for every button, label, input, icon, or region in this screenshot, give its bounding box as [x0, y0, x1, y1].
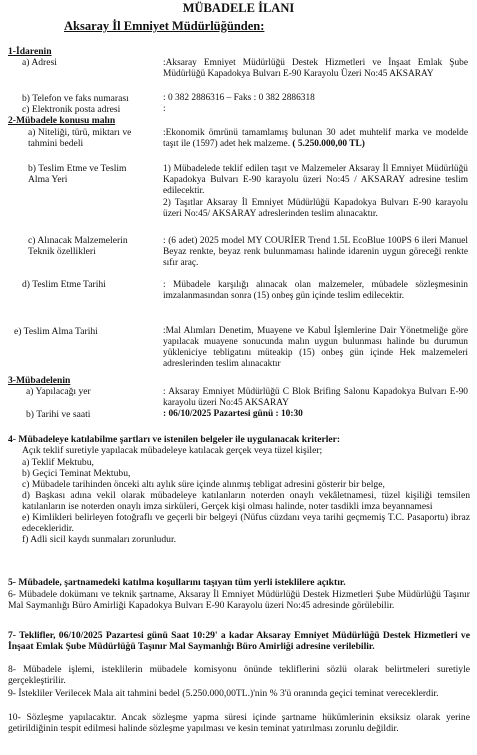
datetime-value: : 06/10/2025 Pazartesi günü : 10:30: [163, 409, 303, 419]
receipt-date-value: :Mal Alımları Denetim, Muayene ve Kabul İşlemlerine Dair Yönetmeliğe göre yapılacak muayene sonucunda malın uygun bulunması halinde bu durumun yükleniciye tebligatını müteakip (15) onbeş gün içinde Hek malzemeleri adreslerinden teslim alınacaktır: [163, 326, 468, 369]
technical-specs-value: : (6 adet) 2025 model MY COURİER Trend 1.5L EcoBlue 100PS 6 ileri Manuel Beyaz renkte, beyaz renk bulunmaması halinde idarenin uygun göreceği renkte sıfır araç.: [163, 236, 468, 268]
venue-label: a) Yapılacağı yer: [26, 386, 91, 397]
section-1-heading: 1-İdarenin: [8, 46, 52, 57]
address-value: :Aksaray Emniyet Müdürlüğü Destek Hizmetleri ve İnşaat Emlak Şube Müdürlüğü Kapadokya Bulvarı E-90 Karayolu Üzeri No:45 AKSARAY: [163, 58, 468, 79]
requirements-list: [22, 457, 470, 545]
quantity-value: [163, 128, 468, 150]
delivery-place-label: b) Teslim Etme ve Teslim Alma Yeri: [28, 163, 127, 185]
requirement-item-d: d) Başkası adına vekil olarak mübadeleye katılanların noterden onaylı vekâletnamesi, tüzel kişiliği temsilen katılanların ise noterden onaylı imza sirküleri, Gerçek kişi olması halinde, noter tasdikli imza beyannamesi: [22, 490, 470, 512]
email-value: :: [163, 104, 166, 114]
requirement-item-a: a) Teklif Mektubu,: [22, 457, 94, 468]
delivery-date-value: : Mübadele karşılığı alınacak olan malzemeler, mübadele sözleşmesinin imzalanmasından sonra (15) onbeş gün içinde teslim edilecektir.: [163, 280, 468, 301]
requirement-item-c: c) Mübadele tarihinden önceki altı aylık süre içinde alınmış tebligat adresini gösterir bir belge,: [22, 479, 385, 490]
section-9: 9- İstekliler Verilecek Mala ait tahmini bedel (5.250.000,00TL.)'nin % 3'ü oranında geçici teminat vereceklerdir.: [8, 688, 439, 699]
section-5: 5- Mübadele, şartnamedeki katılma koşullarını taşıyan tüm yerli isteklilere açıktır.: [8, 577, 346, 588]
email-label: c) Elektronik posta adresi: [22, 104, 121, 115]
requirement-item-f: f) Adli sicil kaydı sunmaları zorunludur.: [22, 534, 177, 545]
notice-title: MÜBADELE İLANI: [182, 1, 295, 15]
technical-specs-label: c) Alınacak Malzemelerin Teknik özellikleri: [28, 235, 128, 257]
section-3-heading: 3-Mübadelenin: [8, 375, 71, 386]
section-8: 8- Mübadele işlemi, isteklilerin mübadele komisyonu önünde tekliflerini sözlü olarak belirtmeleri suretiyle gerçekleştirilir.: [8, 664, 470, 686]
quantity-label: a) Niteliği, türü, miktarı ve tahmini bedeli: [28, 127, 132, 149]
address-label: a) Adresi: [22, 57, 57, 68]
section-4-intro: 4- Mübadeleye katılabilme şartları ve istenilen belgeler ile uygulanacak kriterler:: [8, 434, 341, 445]
section-2-heading: 2-Mübadele konusu malın: [8, 115, 116, 126]
quantity-text: :Ekonomik ömrünü tamamlamış bulunan 30 adet muhtelif marka ve modelde taşıt ile (1597) adet hek malzeme.: [163, 128, 468, 149]
estimated-price: ( 5.250.000,00 TL): [292, 139, 365, 149]
section-6: 6- Mübadele dokümanı ve teknik şartname, Aksaray İl Emniyet Müdürlüğü Destek Hizmetleri Şube Müdürlüğü Taşınır Mal Saymanlığı Büro Amirliği Kapadokya Bulvarı E-90 Karayolu üzeri No:45 adresinde görülebilir.: [8, 589, 470, 611]
requirement-item-e: e) Kimlikleri belirleyen fotoğraflı ve geçerli bir belgeyi (Nüfus cüzdanı veya tarihi geçmemiş T.C. Pasaportu) ibraz edecekleridir.: [22, 512, 470, 534]
section-4-sub: Açık teklif suretiyle yapılacak mübadeleye katılacak gerçek veya tüzel kişiler;: [22, 445, 323, 456]
receipt-date-label: e) Teslim Alma Tarihi: [14, 326, 98, 337]
venue-value: : Aksaray Emniyet Müdürlüğü C Blok Brifing Salonu Kapadokya Bulvarı E-90 karayolu üzeri No:45 AKSARAY: [163, 387, 468, 408]
phone-value: : 0 382 2886316 – Faks : 0 382 2886318: [163, 93, 315, 103]
datetime-label: b) Tarihi ve saati: [26, 409, 91, 420]
delivery-date-label: d) Teslim Etme Tarihi: [22, 279, 106, 290]
delivery-place-value-2: 2) Taşıtlar Aksaray İl Emniyet Müdürlüğü Kapadokya Bulvarı E-90 karayolu üzeri No:45/ AKSARAY adreslerinden teslim alınacaktır.: [163, 198, 468, 219]
phone-label: b) Telefon ve faks numarası: [22, 93, 129, 104]
delivery-place-value-1: 1) Mübadelede teklif edilen taşıt ve Malzemeler Aksaray İl Emniyet Müdürlüğü Kapadokya Bulvarı E-90 karayolu üzeri No:45 / AKSARAY adresine teslim edilecektir.: [163, 164, 468, 196]
requirement-item-b: b) Geçici Teminat Mektubu,: [22, 468, 131, 479]
section-7: 7- Teklifler, 06/10/2025 Pazartesi günü Saat 10:29' a kadar Aksaray Emniyet Müdürlüğü Destek Hizmetleri ve İnşaat Emlak Şube Müdürlüğü Taşınır Mal Saymanlığı Büro Amirliği adresine verilebilir.: [8, 630, 470, 652]
notice-subtitle: Aksaray İl Emniyet Müdürlüğünden:: [64, 19, 265, 33]
section-10: 10- Sözleşme yapılacaktır. Ancak sözleşme yapma süresi içinde şartname hükümlerinin eksiksiz olarak yerine getirildiğinin tespit edilmesi halinde sözleşme yapılması ve kesin teminat yatırılması zorunlu değildir.: [8, 712, 470, 734]
